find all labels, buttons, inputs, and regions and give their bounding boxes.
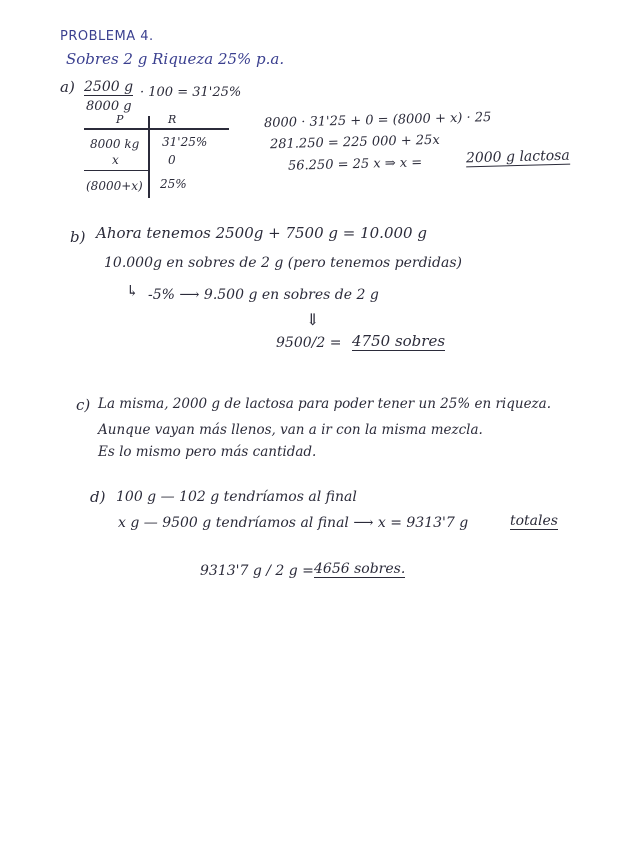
table-cell: 31'25% [162,135,208,149]
down-arrow-icon: ⇓ [306,310,320,329]
part-a-label: a) [60,78,75,96]
part-c-label: c) [76,396,91,414]
mixing-table [84,114,234,204]
text-line: -5% ⟶ 9.500 g en sobres de 2 g [148,287,379,303]
table-cell: (8000+x) [86,179,143,193]
text-line: La misma, 2000 g de lactosa para poder tener un 25% en riqueza. [98,396,552,412]
table-vertical-rule [148,116,150,198]
part-d-label: d) [90,488,106,506]
table-cell: x [112,153,119,167]
problem-subtitle: Sobres 2 g Riqueza 25% p.a. [66,50,285,68]
answer-lactose: 2000 g lactosa [465,147,570,167]
text-line: 9313'7 g / 2 g = [200,563,314,579]
answer-sachets-b: 4750 sobres [352,332,446,350]
table-header-r: R [168,113,177,126]
table-cell: 8000 kg [90,137,140,151]
text-line: Aunque vayan más llenos, van a ir con la misma mezcla. [98,422,483,438]
fraction-result: · 100 = 31'25% [140,85,242,100]
corner-arrow-icon: ↳ [126,282,139,300]
table-cell: 25% [160,177,187,191]
answer-sachets-d: 4656 sobres. [314,561,406,577]
text-line: Es lo mismo pero más cantidad. [98,444,317,460]
table-horizontal-rule [84,128,229,130]
table-header-p: P [116,113,124,126]
text-line: 100 g — 102 g tendríamos al final [116,489,357,505]
fraction-denominator: 8000 g [86,99,132,114]
equation-line: 56.250 = 25 x ⇒ x = [287,155,423,174]
text-line: 10.000g en sobres de 2 g (pero tenemos perdidas) [104,255,462,271]
text-line: 9500/2 = [276,335,342,351]
problem-title: PROBLEMA 4. [60,29,154,44]
part-b-label: b) [70,228,86,246]
equation-line: 8000 · 31'25 + 0 = (8000 + x) · 25 [263,110,492,131]
text-line: x g — 9500 g tendríamos al final ⟶ x = 9313'7 g [118,515,469,531]
fraction-numerator: 2500 g [84,79,134,95]
table-cell: 0 [168,153,176,167]
table-horizontal-rule [84,170,148,171]
text-line: Ahora tenemos 2500g + 7500 g = 10.000 g [96,224,427,242]
equation-line: 281.250 = 225 000 + 25x [269,132,440,153]
answer-totals: totales [510,513,558,529]
